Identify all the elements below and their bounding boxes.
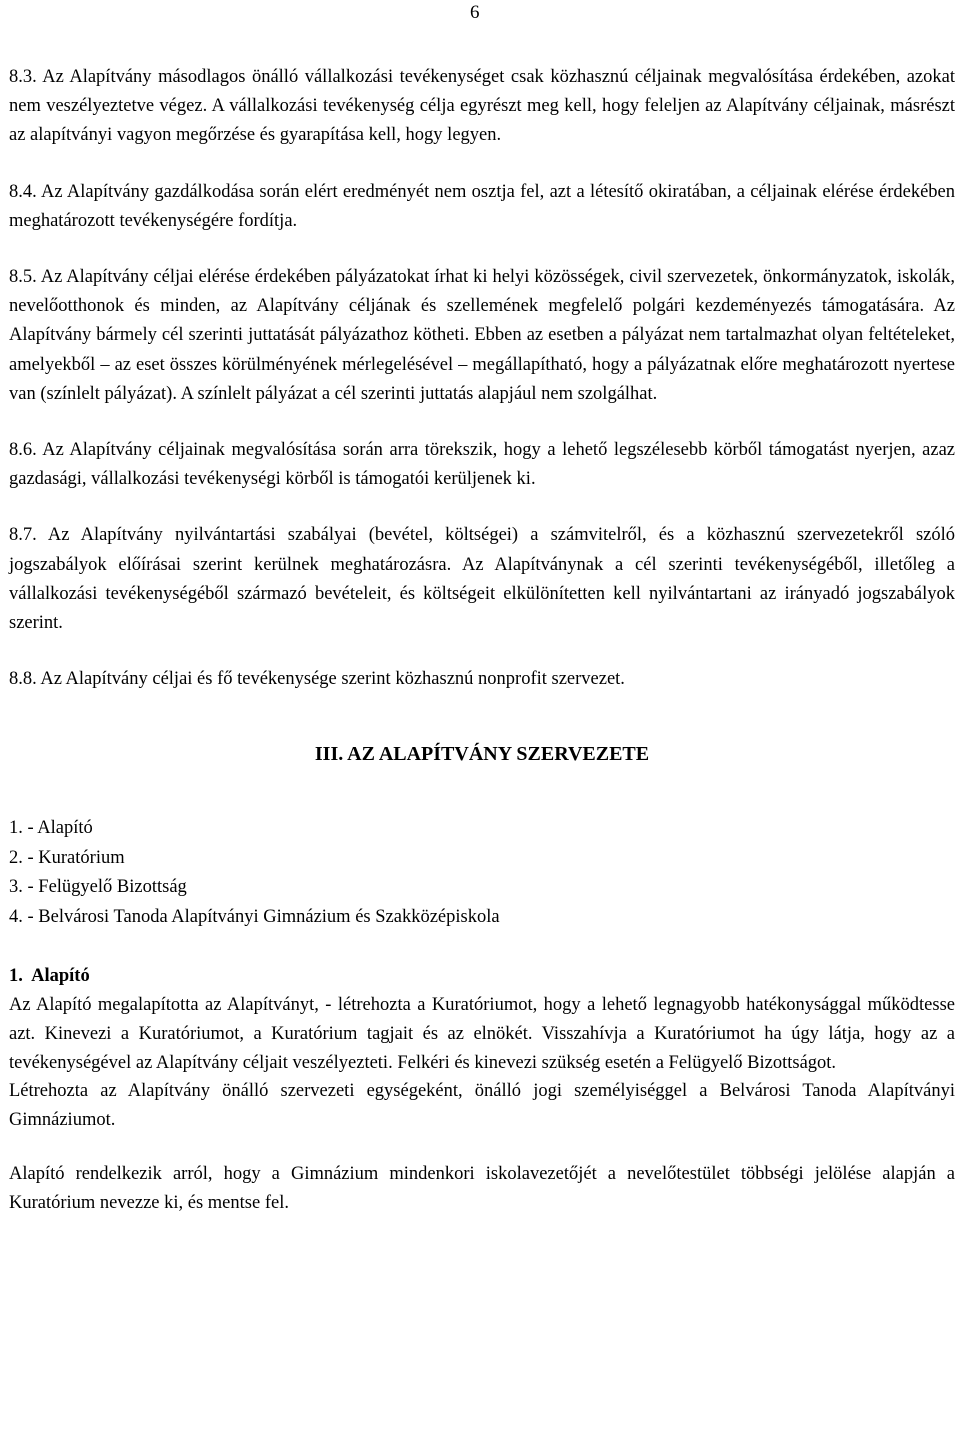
section-8-5 — [9, 263, 955, 409]
section-text: Az Alapítvány céljai elérése érdekében pályázatokat írhat ki helyi közösségek, civil szervezetek, önkormányzatok, iskolák, nevelőotthonok és minden, az Alapítvány céljának és szellemének megfelelő polgári kezdeményezés támogatására. Az Alapítvány bármely cél szerinti juttatását pályázathoz kötheti. Ebben az esetben a pályázat nem tartalmazhat olyan feltételeket, amelyekből – az eset összes körülményének mérlegelésével – megállapítható, hogy a pályázatnak előre meghatározott nyertese van (színlelt pályázat). A színlelt pályázat a cél szerinti juttatás alapjául nem szolgálhat. — [9, 267, 956, 404]
section-number: 8.6. — [9, 440, 37, 461]
section-number: 8.7. — [9, 525, 37, 546]
section-text: Az Alapítvány céljai és fő tevékenysége szerint közhasznú nonprofit szervezet. — [40, 669, 625, 690]
section-number: 8.5. — [9, 267, 37, 288]
founder-heading: 1. Alapító — [9, 966, 90, 987]
section-number: 8.3. — [9, 67, 37, 87]
section-text: Az Alapítvány gazdálkodása során elért eredményét nem osztja fel, azt a létesítő okiratában, a céljainak elérése érdekében meghatározott tevékenységére fordítja. — [9, 181, 955, 231]
list-item: 4. - Belvárosi Tanoda Alapítványi Gimnázium és Szakközépiskola — [9, 906, 500, 927]
document-body — [9, 63, 955, 1218]
list-item: 2. - Kuratórium — [9, 847, 125, 868]
section-8-7 — [9, 521, 955, 638]
founder-final-paragraph: Alapító rendelkezik arról, hogy a Gimnázium mindenkori iskolavezetőjét a nevelőtestület többségi jelölése alapján a Kuratórium nevezze ki, és mentse fel. — [9, 1164, 955, 1214]
founder-paragraph: Az Alapító megalapította az Alapítványt, - létrehozta a Kuratóriumot, hogy a lehető legnagyobb hatékonysággal működtesse azt. Kinevezi a Kuratóriumot, a Kuratórium tagjait és az elnökét. Visszahívja a Kuratóriumot ha úgy látja, hogy az a tevékenységével az Alapítvány céljait veszélyezteti. Felkéri és kinevezi szükség esetén a Felügyelő Bizottságot. — [9, 995, 955, 1073]
section-text: Az Alapítvány másodlagos önálló vállalkozási tevékenységet csak közhasznú céljainak megvalósítása érdekében, azokat nem veszélyeztetve végez. A vállalkozási tevékenység célja egyrészt meg kell, hogy feleljen az Alapítvány céljainak, másrészt az alapítványi vagyon megőrzése és gyarapítása kell, hogy legyen. — [9, 67, 955, 146]
section-text: Az Alapítvány céljainak megvalósítása során arra törekszik, hogy a lehető legszélesebb körből támogatást nyerjen, azaz gazdasági, vállalkozási tevékenységi körből is támogatói kerüljenek ki. — [9, 440, 955, 490]
chapter-heading: III. AZ ALAPÍTVÁNY SZERVEZETE — [314, 743, 650, 766]
founder-paragraph: Létrehozta az Alapítvány önálló szervezeti egységeként, önálló jogi személyiséggel a Belvárosi Tanoda Alapítványi Gimnáziumot. — [9, 1081, 955, 1130]
founder-section — [9, 962, 955, 1217]
section-8-6 — [9, 436, 955, 494]
list-item: 1. - Alapító — [9, 818, 93, 839]
list-item: 3. - Felügyelő Bizottság — [9, 877, 187, 898]
section-number: 8.4. — [9, 181, 37, 202]
organization-list — [9, 814, 955, 932]
section-number: 8.8. — [9, 669, 37, 690]
section-text: Az Alapítvány nyilvántartási szabályai (bevétel, költségei) a számvitelről, és a közhasznú szervezetekről szóló jogszabályok előírásai szerint kerülnek meghatározásra. Az Alapítványnak a cél szerinti tevékenységéből, illetőleg a vállalkozási tevékenységéből származó bevételeit, és költségeit elkülönítetten kell nyilvántartani az irányadó jogszabályok szerint. — [9, 525, 955, 634]
page-number: 6 — [470, 2, 480, 23]
section-8-8 — [9, 665, 955, 694]
section-8-4 — [9, 178, 955, 236]
section-8-3 — [9, 63, 955, 151]
